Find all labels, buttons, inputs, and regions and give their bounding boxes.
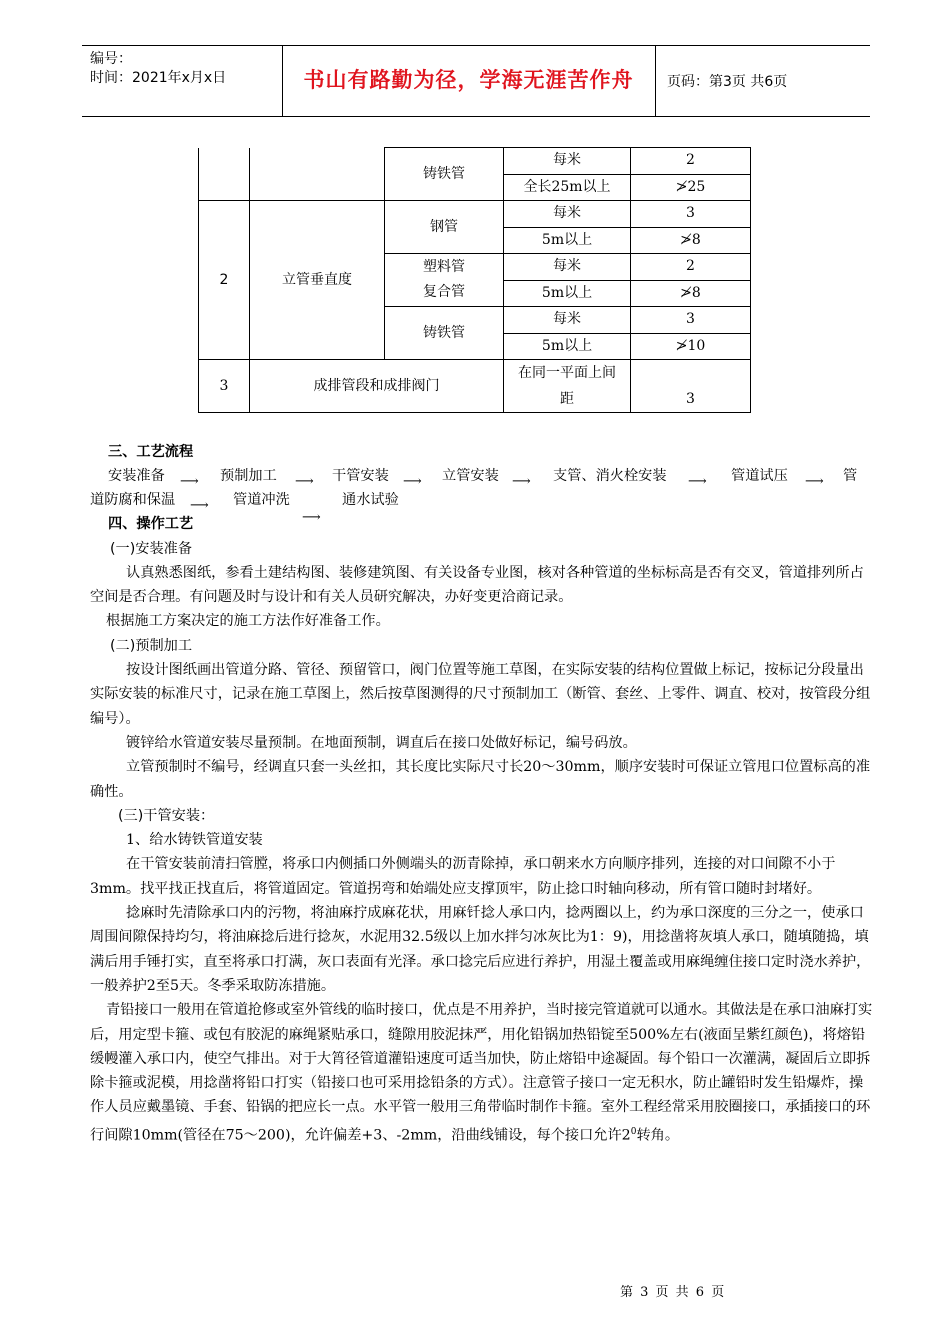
- material-line: 塑料管: [423, 259, 465, 275]
- flow-step: 管道冲洗: [233, 492, 290, 509]
- header-motto: 书山有路勤为径，学海无涯苦作舟: [303, 68, 634, 92]
- table-cell: [385, 254, 504, 307]
- flow-step: 道防腐和保温: [90, 492, 176, 509]
- table-cell: [504, 360, 631, 413]
- flow-step: 通水试验: [342, 492, 399, 509]
- table-cell: 钢管: [385, 201, 504, 254]
- arrow-icon: ⟶: [190, 498, 209, 514]
- header-divider: [655, 46, 656, 116]
- arrow-icon: ⟶: [295, 474, 314, 490]
- table-cell: 每米: [504, 201, 631, 228]
- table-cell: 每米: [504, 254, 631, 281]
- subsection-heading: (一)安装准备: [110, 540, 193, 557]
- item-name: 立管垂直度: [250, 201, 385, 360]
- date-label: 时间：2021年x月x日: [90, 70, 227, 86]
- table-cell: ≯10: [631, 333, 751, 360]
- condition-line: 在同一平面上间: [518, 365, 616, 381]
- paragraph: 根据施工方案决定的施工方法作好准备工作。: [106, 613, 390, 630]
- material-line: 复合管: [423, 284, 465, 300]
- document-body: [90, 440, 875, 1148]
- table-row: [199, 148, 751, 175]
- flow-step: 支管、消火栓安装: [553, 468, 667, 485]
- number-label: 编号：: [90, 51, 132, 67]
- table-cell: [199, 148, 250, 201]
- arrow-icon: ⟶: [180, 474, 199, 490]
- page-header: [82, 45, 870, 117]
- condition-line: 距: [560, 391, 574, 407]
- table-cell: [250, 148, 385, 201]
- table-cell: 铸铁管: [385, 148, 504, 201]
- arrow-icon: ⟶: [688, 474, 707, 490]
- table-cell: ≯25: [631, 174, 751, 201]
- paragraph-text: 转角。: [636, 1127, 680, 1144]
- table-cell: 2: [631, 254, 751, 281]
- subsection-heading: (二)预制加工: [110, 637, 193, 654]
- flow-step: 安装准备: [108, 468, 165, 485]
- table-cell: ≯8: [631, 280, 751, 307]
- flow-step: 立管安装: [442, 468, 499, 485]
- table-cell: 5m以上: [504, 333, 631, 360]
- section-heading: 四、操作工艺: [108, 516, 194, 533]
- paragraph: 镀锌给水管道安装尽量预制。在地面预制，调直后在接口处做好标记，编号码放。: [126, 734, 637, 751]
- item-number: 3: [199, 360, 250, 413]
- table-row: [199, 360, 751, 413]
- item-name: 成排管段和成排阀门: [250, 360, 504, 413]
- degree-superscript: 0: [630, 1126, 637, 1137]
- paragraph: 捻麻时先清除承口内的污物，将油麻拧成麻花状，用麻钎捻人承口内，捻两圈以上，约为承口深度的三分之一，使承口周围间隙保持均匀，将油麻捻后进行捻灰，水泥用32.5级以上加水拌匀冰灰比为1：9)，用捻凿将灰填人承口，随填随捣，填满后用手锤打实，直至将承口打满，灰口表面有光泽。承口捻完后应进行养护，用湿土覆盖或用麻绳缠住接口定时浇水养护，一般养护2至5天。冬季采取防冻措施。: [90, 905, 871, 994]
- paragraph: 在干管安装前清扫管膛，将承口内侧插口外侧端头的沥青除掉，承口朝来水方向顺序排列，连接的对口间隙不小于3mm。找平找正找直后，将管道固定。管道拐弯和始端处应支撑顶牢，防止捻口时轴向移动，所有管口随时封堵好。: [90, 856, 836, 897]
- paragraph: 立管预制时不编号，经调直只套一头丝扣，其长度比实际尺寸长20～30mm，顺序安装时可保证立管甩口位置标高的准确性。: [90, 759, 871, 800]
- arrow-icon: ⟶: [302, 510, 321, 526]
- table-cell: 每米: [504, 148, 631, 175]
- item-number: 2: [199, 201, 250, 360]
- table-row: [199, 201, 751, 228]
- table-cell: 3: [631, 360, 751, 413]
- tolerance-table: [198, 147, 751, 413]
- table-cell: 3: [631, 201, 751, 228]
- flow-step: 干管安装: [332, 468, 389, 485]
- table-cell: 3: [631, 307, 751, 334]
- arrow-icon: ⟶: [403, 474, 422, 490]
- table-cell: 2: [631, 148, 751, 175]
- page-info: 页码：第3页 共6页: [667, 74, 788, 90]
- paragraph: [90, 998, 875, 1148]
- arrow-icon: ⟶: [805, 474, 824, 490]
- header-meta: [90, 50, 226, 88]
- page-footer: 第 3 页 共 6 页: [620, 1285, 725, 1300]
- table-cell: 全长25m以上: [504, 174, 631, 201]
- table-cell: 5m以上: [504, 227, 631, 254]
- paragraph: 认真熟悉图纸，参看土建结构图、装修建筑图、有关设备专业图，核对各种管道的坐标标高是否有交叉，管道排列所占空间是否合理。有问题及时与设计和有关人员研究解决，办好变更洽商记录。: [90, 564, 864, 606]
- table-cell: 5m以上: [504, 280, 631, 307]
- subsection-heading: (三)干管安装：: [118, 807, 215, 824]
- paragraph-text: 青铅接口一般用在管道抢修或室外管线的临时接口，优点是不用养护，当时接完管道就可以通水。其做法是在承口油麻打实后，用定型卡箍、或包有胶泥的麻绳紧贴承口，缝隙用胶泥抹严，用化铅锅加热铅锭至500%左右(液面呈紫红颜色)，将熔铅缓幔灌入承口内，使空气排出。对于大筲径管道灌铅速度可适当加快，防止熔铅中途凝固。每个铅口一次灌满，凝固后立即拆除卡箍或泥模，用捻凿将铅口打实（铅接口也可采用捻铅条的方式）。注意管子接口一定无积水，防止罐铅时发生铅爆炸，操作人员应戴墨镜、手套、铅锅的把应长一点。水平管一般用三角带临时制作卡箍。室外工程经常采用胶圈接口，承插接口的环行间隙10mm(管径在75～200)，允许偏差+3、-2mm，沿曲线铺设，每个接口允许2: [90, 1002, 873, 1144]
- flow-step: 管道试压: [731, 468, 788, 485]
- table-cell: ≯8: [631, 227, 751, 254]
- paragraph: 按设计图纸画出管道分路、管径、预留管口，阀门位置等施工草图，在实际安装的结构位置做上标记，按标记分段量出实际安装的标准尺寸，记录在施工草图上，然后按草图测得的尺寸预制加工（断管、套丝、上零件、调直、校对，按管段分组编号）。: [90, 662, 871, 727]
- table-cell: 每米: [504, 307, 631, 334]
- table-cell: 铸铁管: [385, 307, 504, 360]
- section-heading: 三、工艺流程: [108, 444, 194, 460]
- flow-step: 管: [843, 468, 858, 485]
- sub-item-title: 1、给水铸铁管道安装: [126, 832, 263, 849]
- flow-step: 预制加工: [220, 468, 277, 485]
- arrow-icon: ⟶: [512, 474, 531, 490]
